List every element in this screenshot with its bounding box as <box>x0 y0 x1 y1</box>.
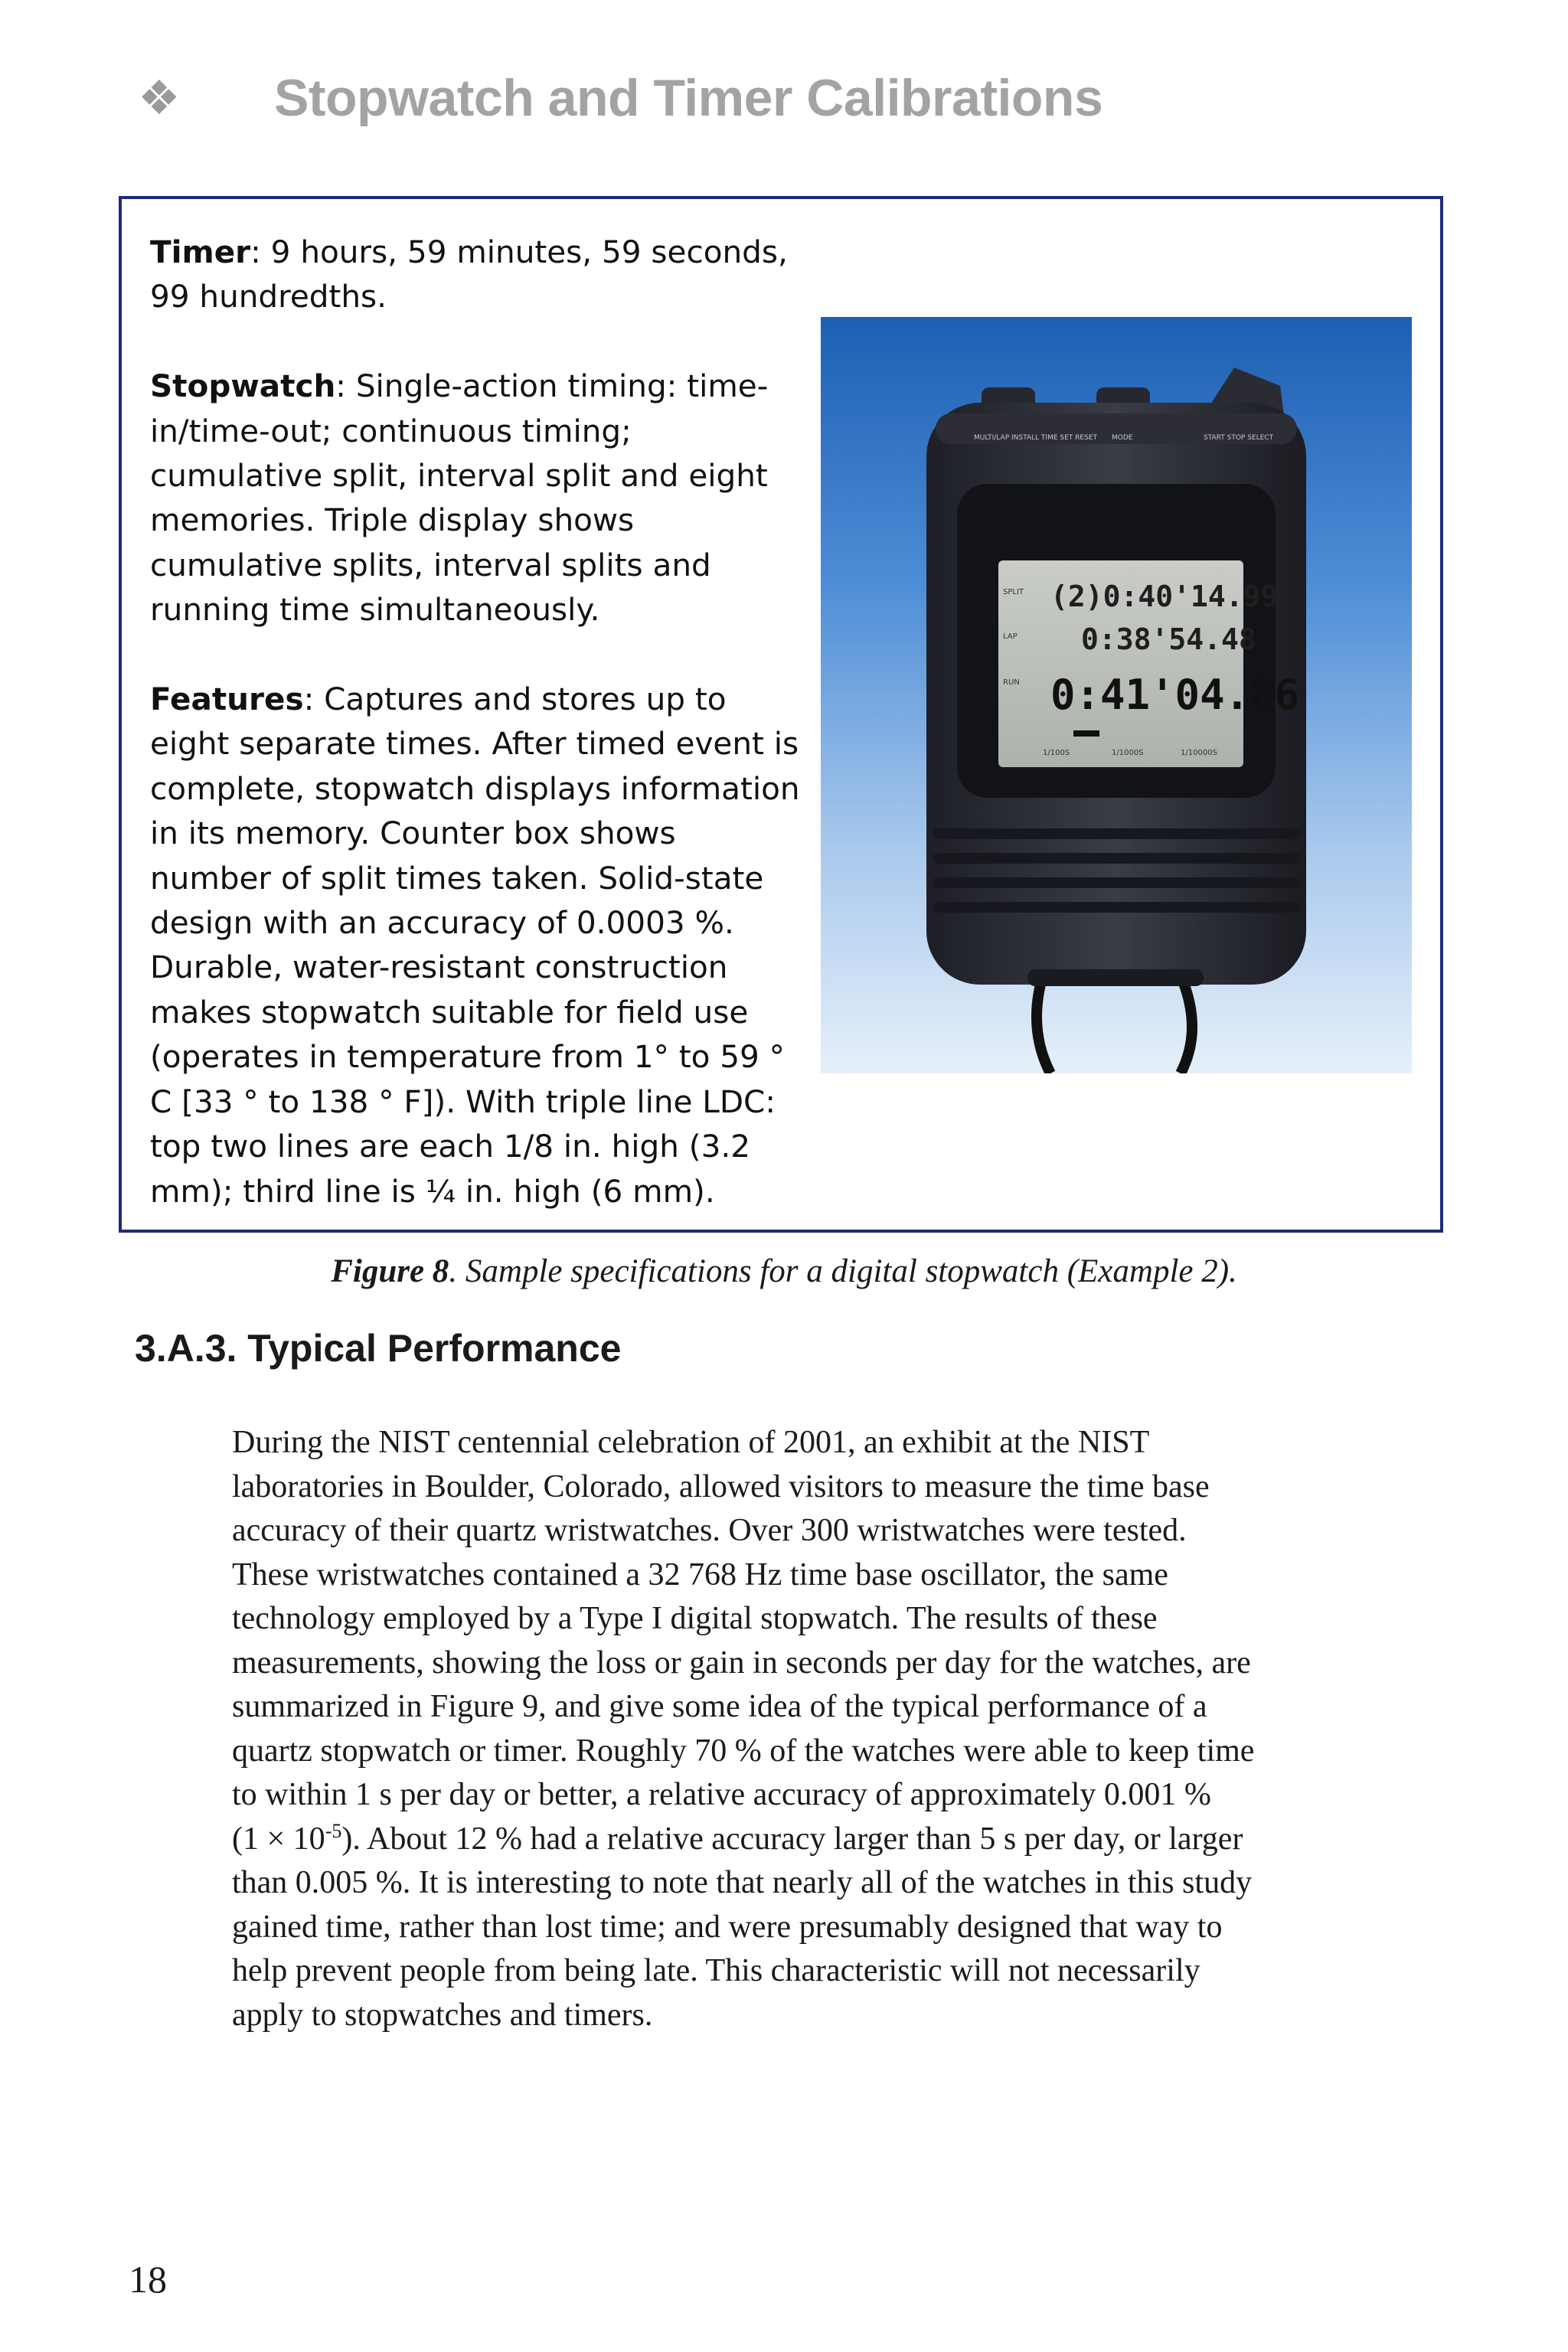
paragraph-line: gained time, rather than lost time; and were presumably designed that way to <box>232 1909 1223 1945</box>
stopwatch-spec <box>150 364 801 632</box>
stopwatch-label: Stopwatch <box>150 368 336 405</box>
lcd-line1-tag: SPLIT <box>1003 588 1024 596</box>
paragraph-line: accuracy of their quartz wristwatches. Over 300 wristwatches were tested. <box>232 1513 1187 1548</box>
paragraph-line: technology employed by a Type I digital stopwatch. The results of these <box>232 1601 1158 1636</box>
chapter-title: Stopwatch and Timer Calibrations <box>274 69 1103 127</box>
page-number: 18 <box>129 2258 167 2301</box>
body-paragraph <box>232 1421 1457 2037</box>
section-heading: 3.A.3. Typical Performance <box>135 1327 622 1370</box>
figure-label: Figure 8 <box>331 1253 449 1289</box>
paragraph-line-with-exponent <box>232 1818 1457 1862</box>
paragraph-line: than 0.005 %. It is interesting to note that nearly all of the watches in this study <box>232 1865 1253 1900</box>
lcd-line1-value: (2)0:40'14.99 <box>1050 580 1279 613</box>
lcd-line2-value: 0:38'54.48 <box>1081 622 1256 656</box>
lcd-footer-a: 1/100S <box>1043 749 1070 757</box>
stopwatch-photo <box>821 317 1412 1073</box>
stopwatch-illustration <box>821 317 1412 1073</box>
figure-caption-text: . Sample specifications for a digital stopwatch (Example 2). <box>449 1253 1237 1289</box>
lcd-line2-tag: LAP <box>1003 632 1018 641</box>
paragraph-line: help prevent people from being late. This characteristic will not necessarily <box>232 1953 1200 1988</box>
paragraph-line: measurements, showing the loss or gain in seconds per day for the watches, are <box>232 1645 1251 1681</box>
timer-label: Timer <box>150 234 251 270</box>
figure-caption <box>0 1253 1568 1290</box>
exponent: -5 <box>325 1819 342 1842</box>
features-text: : Captures and stores up to eight separate times. After timed event is complete, stopwatch displays information in its memory. Counter box shows number of split times taken. Solid-state design with an accuracy of 0.0003 %. Durable, water-resistant construction makes stopwatch suitable for field use (operates in temperature from 1° to 59 ° C [33 ° to 138 ° F]). With triple line LDC: top two lines are each 1/8 in. high (3.2 mm); third line is ¼ in. high (6 mm). <box>150 681 800 1210</box>
lcd-footer-c: 1/10000S <box>1181 749 1217 757</box>
paragraph-line: During the NIST centennial celebration of 2001, an exhibit at the NIST <box>232 1425 1150 1460</box>
exponent-suffix: ). About 12 % had a relative accuracy larger than 5 s per day, or larger <box>341 1821 1243 1857</box>
lcd-footer-b: 1/1000S <box>1112 749 1144 757</box>
features-label: Features <box>150 681 304 718</box>
paragraph-line: apply to stopwatches and timers. <box>232 1997 653 2033</box>
stopwatch-text: : Single-action timing: time-in/time-out; continuous timing; cumulative split, interval split and eight memories. Triple display shows cumulative splits, interval splits and running time simultaneously. <box>150 368 769 629</box>
lcd-line3-tag: RUN <box>1003 678 1020 687</box>
features-spec <box>150 677 801 1214</box>
paragraph-line: to within 1 s per day or better, a relative accuracy of approximately 0.001 % <box>232 1777 1211 1812</box>
exponent-prefix: (1 × 10 <box>232 1821 325 1857</box>
timer-spec <box>150 230 801 319</box>
running-header <box>138 61 1102 135</box>
button-label-mode: MODE <box>1112 434 1133 442</box>
paragraph-line: These wristwatches contained a 32 768 Hz time base oscillator, the same <box>232 1557 1168 1592</box>
lcd-line3-value: 0:41'04.86 <box>1050 671 1300 719</box>
paragraph-line: quartz stopwatch or timer. Roughly 70 % of the watches were able to keep time <box>232 1733 1255 1769</box>
ornament-icon: ❖ <box>138 70 181 126</box>
spec-text <box>150 230 801 1214</box>
paragraph-line: summarized in Figure 9, and give some idea of the typical performance of a <box>232 1689 1207 1724</box>
button-label-right: START STOP SELECT <box>1204 434 1274 442</box>
button-label-left: MULTI/LAP INSTALL TIME SET RESET <box>974 434 1097 442</box>
timer-text: : 9 hours, 59 minutes, 59 seconds, 99 hundredths. <box>150 234 788 315</box>
paragraph-line: laboratories in Boulder, Colorado, allowed visitors to measure the time base <box>232 1468 1210 1504</box>
